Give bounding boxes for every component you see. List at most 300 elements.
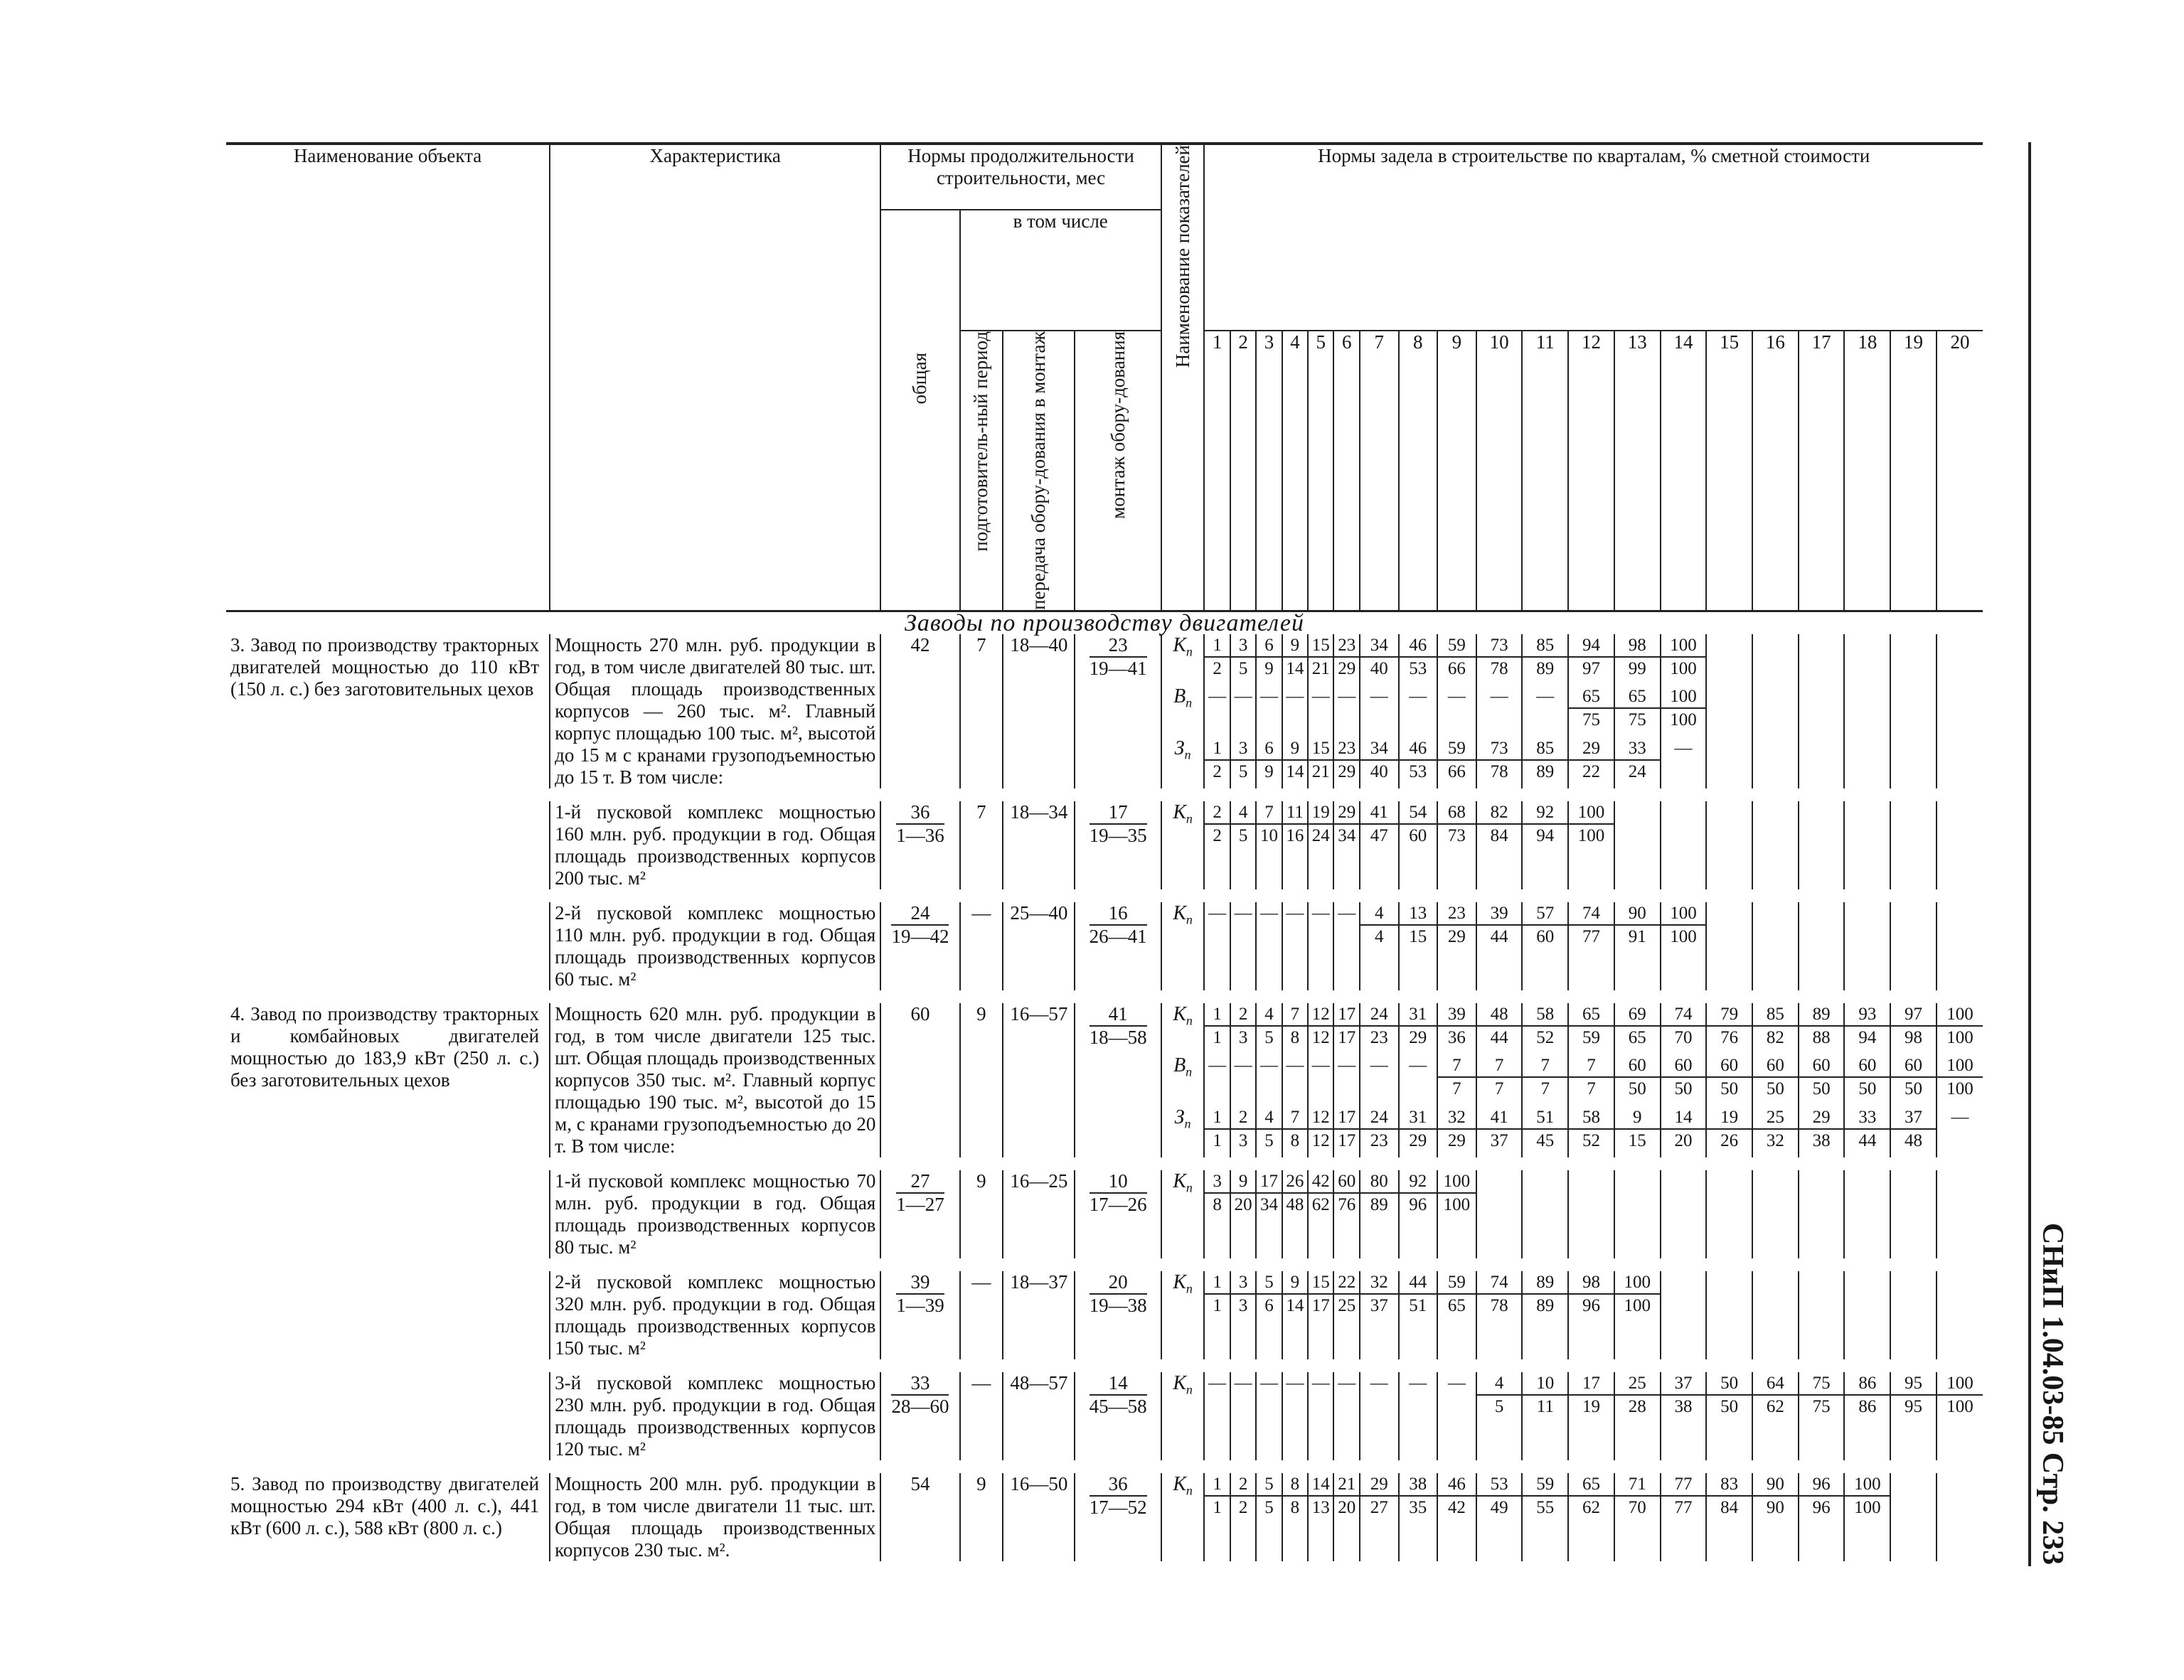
- quarter-value-cell: [1752, 1473, 1799, 1561]
- quarter-value-bottom: 62: [1582, 1497, 1601, 1517]
- quarter-value-bottom: 90: [1766, 1497, 1784, 1517]
- quarter-value-top: 1: [1205, 634, 1229, 658]
- equip-install-cell: [1075, 1473, 1161, 1561]
- quarter-value-top: 7: [1283, 1106, 1307, 1130]
- indicator-symbol: К: [1173, 801, 1186, 823]
- quarter-value-top: 29: [1360, 1473, 1398, 1497]
- quarter-value-top: 6: [1257, 737, 1281, 761]
- quarter-value-bottom: 25: [1338, 1295, 1356, 1315]
- row-spacer: [226, 1258, 1983, 1271]
- indicator-subscript: п: [1186, 811, 1193, 826]
- quarter-value-cell: [1752, 1003, 1799, 1054]
- total-duration-cell: 60: [880, 1003, 959, 1157]
- quarter-value-cell: [1230, 1473, 1256, 1561]
- quarter-value-bottom: 65: [1628, 1027, 1646, 1047]
- install-range: 17—26: [1089, 1193, 1147, 1215]
- quarter-value-bottom: 2: [1213, 825, 1222, 845]
- quarter-value-cell: [1333, 1170, 1359, 1258]
- quarter-value-bottom: 19: [1582, 1396, 1601, 1416]
- quarter-value-cell: [1256, 1170, 1282, 1258]
- row-spacer: [226, 990, 1983, 1003]
- quarter-value-bottom: 70: [1674, 1027, 1693, 1047]
- quarter-value-top: 100: [1569, 801, 1614, 825]
- quarter-value-top: 23: [1438, 902, 1476, 926]
- quarter-value-cell: [1522, 1054, 1568, 1106]
- quarter-value-cell: [1476, 1170, 1523, 1258]
- quarter-value-top: 29: [1334, 801, 1358, 825]
- quarter-value-cell: [1706, 737, 1752, 788]
- header-quarter: 17: [1799, 331, 1845, 611]
- quarter-value-cell: [1333, 685, 1359, 737]
- quarter-value-cell: [1937, 1473, 1983, 1561]
- quarter-value-bottom: 37: [1370, 1295, 1388, 1315]
- quarter-value-bottom: 89: [1536, 1295, 1555, 1315]
- quarter-value-bottom: 98: [1905, 1027, 1923, 1047]
- page-footer-label: [2035, 1223, 2078, 1564]
- quarter-value-cell: [1844, 685, 1890, 737]
- header-quarter: 19: [1890, 331, 1937, 611]
- quarter-value-cell: [1844, 1372, 1890, 1460]
- quarter-value-top: 59: [1438, 737, 1476, 761]
- install-fraction: [1090, 1473, 1147, 1519]
- quarter-value-cell: [1844, 1003, 1890, 1054]
- quarter-value-cell: [1230, 634, 1256, 685]
- quarter-value-bottom: 76: [1338, 1194, 1356, 1214]
- quarter-value-top: —: [1234, 687, 1252, 707]
- characteristic-cell: 1-й пусковой комплекс мощностью 160 млн. руб. продукции в год. Общая площадь производственных корпусов 200 тыс. м²: [550, 801, 880, 889]
- quarter-value-cell: [1890, 1054, 1937, 1106]
- quarter-value-top: 7: [1477, 1054, 1522, 1078]
- indicator-cell: [1161, 685, 1205, 737]
- quarter-value-top: 46: [1400, 737, 1437, 761]
- quarter-value-cell: [1204, 1372, 1230, 1460]
- quarter-value-bottom: 66: [1447, 658, 1466, 678]
- indicator-symbol: З: [1174, 1106, 1185, 1128]
- quarter-value-cell: [1204, 1473, 1230, 1561]
- indicator-subscript: п: [1186, 1013, 1193, 1028]
- quarter-value-cell: [1333, 1473, 1359, 1561]
- quarter-value-cell: [1360, 685, 1399, 737]
- quarter-value-cell: [1437, 1170, 1476, 1258]
- total-duration-cell: 42: [880, 634, 959, 788]
- quarter-value-top: 59: [1438, 1271, 1476, 1295]
- quarter-value-cell: [1937, 1054, 1983, 1106]
- quarter-value-cell: [1661, 634, 1707, 685]
- quarter-value-top: 85: [1523, 737, 1567, 761]
- quarter-value-top: 12: [1309, 1003, 1333, 1027]
- quarter-value-bottom: 17: [1338, 1027, 1356, 1047]
- total-duration-cell: [880, 902, 959, 990]
- quarter-value-bottom: 5: [1238, 658, 1248, 678]
- quarter-value-bottom: 32: [1766, 1130, 1784, 1150]
- quarter-value-cell: [1230, 685, 1256, 737]
- quarter-value-cell: [1282, 902, 1308, 990]
- quarter-value-bottom: 100: [1946, 1079, 1973, 1099]
- object-name-cell: [226, 1271, 550, 1359]
- quarter-value-bottom: 5: [1238, 761, 1248, 781]
- equip-install-cell: [1075, 1170, 1161, 1258]
- quarter-value-cell: [1799, 1106, 1845, 1157]
- quarter-value-cell: [1360, 1271, 1399, 1359]
- quarter-value-cell: [1204, 801, 1230, 889]
- quarter-value-cell: [1308, 737, 1333, 788]
- quarter-value-cell: [1568, 801, 1614, 889]
- prep-period-cell: 9: [960, 1003, 1003, 1157]
- quarter-value-cell: [1282, 801, 1308, 889]
- total-fraction: [896, 1271, 944, 1317]
- header-quarter: 20: [1937, 331, 1983, 611]
- quarter-value-cell: [1752, 685, 1799, 737]
- quarter-value-cell: [1399, 1106, 1438, 1157]
- quarter-value-cell: [1308, 1372, 1333, 1460]
- quarter-value-top: 1: [1205, 1106, 1229, 1130]
- table-row: [226, 801, 1983, 889]
- quarter-value-bottom: 96: [1812, 1497, 1831, 1517]
- indicator-cell: [1161, 634, 1205, 685]
- quarter-value-bottom: 75: [1812, 1396, 1831, 1416]
- quarter-value-cell: [1399, 1054, 1438, 1106]
- total-range: 1—36: [896, 824, 944, 846]
- quarter-value-cell: [1661, 1054, 1707, 1106]
- quarter-value-bottom: 97: [1582, 658, 1601, 678]
- indicator-subscript: п: [1186, 1483, 1193, 1498]
- quarter-value-bottom: 15: [1628, 1130, 1646, 1150]
- quarter-value-cell: [1333, 1054, 1359, 1106]
- install-range: 19—35: [1089, 824, 1147, 846]
- quarter-value-top: 86: [1845, 1372, 1890, 1396]
- quarter-value-bottom: 48: [1286, 1194, 1304, 1214]
- quarter-value-cell: [1890, 1170, 1937, 1258]
- quarter-value-bottom: 26: [1720, 1130, 1739, 1150]
- quarter-value-bottom: 21: [1311, 761, 1330, 781]
- characteristic-cell: 2-й пусковой комплекс мощностью 110 млн. руб. продукции в год. Общая площадь производственных корпусов 60 тыс. м²: [550, 902, 880, 990]
- quarter-value-cell: [1890, 902, 1937, 990]
- quarter-value-bottom: 23: [1370, 1027, 1388, 1047]
- indicator-subscript: п: [1184, 1116, 1191, 1131]
- install-value: 14: [1090, 1372, 1147, 1396]
- quarter-value-cell: [1799, 1003, 1845, 1054]
- install-fraction: [1090, 1170, 1147, 1216]
- quarter-value-top: 4: [1360, 902, 1398, 926]
- quarter-value-top: 46: [1438, 1473, 1476, 1497]
- quarter-value-bottom: 38: [1674, 1396, 1693, 1416]
- quarter-value-top: —: [1951, 1107, 1969, 1127]
- quarter-value-bottom: 50: [1720, 1396, 1739, 1416]
- quarter-value-cell: [1399, 1372, 1438, 1460]
- header-prep-period: подготовитель-ный период: [960, 331, 1003, 611]
- object-name-cell: [226, 902, 550, 990]
- quarter-value-cell: [1204, 1170, 1230, 1258]
- indicator-subscript: п: [1186, 1281, 1193, 1296]
- quarter-value-bottom: 2: [1213, 658, 1222, 678]
- header-quarter: 7: [1360, 331, 1399, 611]
- install-fraction: [1090, 1003, 1147, 1049]
- quarter-value-cell: [1568, 685, 1614, 737]
- quarter-value-bottom: 8: [1213, 1194, 1222, 1214]
- quarter-value-cell: [1476, 1003, 1523, 1054]
- quarter-value-bottom: 12: [1311, 1027, 1330, 1047]
- quarter-value-top: 98: [1569, 1271, 1614, 1295]
- quarter-value-bottom: 76: [1720, 1027, 1739, 1047]
- total-value: 27: [896, 1170, 944, 1194]
- prep-period-cell: —: [960, 1271, 1003, 1359]
- quarter-value-top: 14: [1661, 1106, 1706, 1130]
- header-characteristic: Характеристика: [550, 144, 880, 611]
- quarter-value-top: 68: [1438, 801, 1476, 825]
- quarter-value-cell: [1476, 1271, 1523, 1359]
- object-name-cell: 3. Завод по производству тракторных двигателей мощностью до 110 кВт (150 л. с.) без заготовительных цехов: [226, 634, 550, 788]
- quarter-value-top: 1: [1205, 1271, 1229, 1295]
- quarter-value-cell: [1844, 1054, 1890, 1106]
- quarter-value-cell: [1437, 1003, 1476, 1054]
- header-object-name: Наименование объекта: [226, 144, 550, 611]
- quarter-value-cell: [1399, 801, 1438, 889]
- quarter-value-top: 69: [1615, 1003, 1660, 1027]
- quarter-value-cell: [1752, 1170, 1799, 1258]
- quarter-value-top: 24: [1360, 1003, 1398, 1027]
- quarter-value-cell: [1614, 1054, 1661, 1106]
- quarter-value-cell: [1568, 737, 1614, 788]
- quarter-value-cell: [1230, 1054, 1256, 1106]
- quarter-value-cell: [1333, 634, 1359, 685]
- quarter-value-bottom: 8: [1290, 1497, 1300, 1517]
- quarter-value-bottom: 11: [1536, 1396, 1554, 1416]
- quarter-value-top: 60: [1334, 1170, 1358, 1194]
- quarter-value-top: 15: [1309, 634, 1333, 658]
- quarter-value-cell: [1256, 1106, 1282, 1157]
- quarter-value-cell: [1204, 1003, 1230, 1054]
- equip-transfer-cell: 16—50: [1003, 1473, 1075, 1561]
- equip-transfer-cell: 18—40: [1003, 634, 1075, 788]
- quarter-value-bottom: 91: [1628, 926, 1646, 946]
- quarter-value-cell: [1799, 1473, 1845, 1561]
- table-body: [226, 611, 1983, 1574]
- quarter-value-top: 3: [1231, 1271, 1255, 1295]
- indicator-symbol: К: [1173, 1270, 1186, 1293]
- object-name-cell: [226, 801, 550, 889]
- row-spacer: [226, 1359, 1983, 1372]
- quarter-value-top: 23: [1334, 737, 1358, 761]
- quarter-value-cell: [1256, 902, 1282, 990]
- quarter-value-cell: [1661, 1170, 1707, 1258]
- quarter-value-bottom: 88: [1812, 1027, 1831, 1047]
- quarter-value-top: 46: [1400, 634, 1437, 658]
- total-range: 28—60: [891, 1395, 949, 1417]
- quarter-value-bottom: 44: [1858, 1130, 1877, 1150]
- quarter-value-cell: [1799, 634, 1845, 685]
- quarter-value-top: 4: [1231, 801, 1255, 825]
- quarter-value-cell: [1568, 634, 1614, 685]
- quarter-value-cell: [1476, 1106, 1523, 1157]
- quarter-value-top: 24: [1360, 1106, 1398, 1130]
- quarter-value-top: —: [1536, 687, 1555, 707]
- equip-install-cell: [1075, 1372, 1161, 1460]
- indicator-symbol: К: [1173, 1002, 1186, 1025]
- install-value: 17: [1090, 801, 1147, 825]
- characteristic-cell: 2-й пусковой комплекс мощностью 320 млн. руб. продукции в год. Общая площадь производственных корпусов 150 тыс. м²: [550, 1271, 880, 1359]
- equip-transfer-cell: 25—40: [1003, 902, 1075, 990]
- quarter-value-cell: [1256, 634, 1282, 685]
- quarter-value-bottom: 6: [1264, 1295, 1274, 1315]
- quarter-value-cell: [1230, 902, 1256, 990]
- quarter-value-top: 15: [1309, 737, 1333, 761]
- quarter-value-cell: [1308, 1003, 1333, 1054]
- quarter-value-top: —: [1208, 1056, 1227, 1076]
- quarter-value-cell: [1256, 737, 1282, 788]
- quarter-value-top: 39: [1477, 902, 1522, 926]
- quarter-value-bottom: 100: [1624, 1295, 1651, 1315]
- equip-transfer-cell: 48—57: [1003, 1372, 1075, 1460]
- quarter-value-cell: [1937, 801, 1983, 889]
- header-duration-norms: Нормы продолжительности строительности, мес: [880, 144, 1161, 210]
- quarter-value-bottom: 2: [1238, 1497, 1248, 1517]
- quarter-value-bottom: 13: [1311, 1497, 1330, 1517]
- quarter-value-cell: [1360, 1054, 1399, 1106]
- quarter-value-bottom: 14: [1286, 761, 1304, 781]
- install-range: 17—52: [1089, 1496, 1147, 1518]
- quarter-value-bottom: 9: [1264, 658, 1274, 678]
- quarter-value-cell: [1614, 634, 1661, 685]
- quarter-value-top: 90: [1615, 902, 1660, 926]
- quarter-value-top: —: [1338, 687, 1356, 707]
- indicator-subscript: п: [1186, 644, 1193, 659]
- quarter-value-cell: [1230, 1372, 1256, 1460]
- header-quarter: 3: [1256, 331, 1282, 611]
- install-range: 19—41: [1089, 657, 1147, 679]
- prep-period-cell: 7: [960, 634, 1003, 788]
- install-range: 18—58: [1089, 1026, 1147, 1048]
- quarter-value-cell: [1230, 737, 1256, 788]
- header-quarter: 9: [1437, 331, 1476, 611]
- quarter-value-cell: [1614, 1106, 1661, 1157]
- quarter-value-bottom: 14: [1286, 658, 1304, 678]
- quarter-value-bottom: 44: [1490, 926, 1508, 946]
- quarter-value-bottom: 24: [1628, 761, 1646, 781]
- quarter-value-bottom: 3: [1238, 1130, 1248, 1150]
- quarter-value-bottom: 60: [1409, 825, 1427, 845]
- total-range: 1—27: [896, 1193, 944, 1215]
- quarter-value-top: —: [1208, 687, 1227, 707]
- quarter-value-cell: [1476, 634, 1523, 685]
- quarter-value-top: 2: [1205, 801, 1229, 825]
- quarter-value-bottom: 84: [1490, 825, 1508, 845]
- quarter-value-bottom: 53: [1409, 658, 1427, 678]
- quarter-value-cell: [1661, 1271, 1707, 1359]
- quarter-value-top: 4: [1257, 1106, 1281, 1130]
- total-duration-cell: [880, 801, 959, 889]
- quarter-value-cell: [1308, 685, 1333, 737]
- quarter-value-bottom: 1: [1213, 1295, 1222, 1315]
- quarter-value-bottom: 65: [1447, 1295, 1466, 1315]
- quarter-value-top: 64: [1753, 1372, 1798, 1396]
- quarter-value-cell: [1661, 1003, 1707, 1054]
- header-quarter: 1: [1204, 331, 1230, 611]
- quarter-value-top: 25: [1753, 1106, 1798, 1130]
- quarter-value-bottom: 62: [1766, 1396, 1784, 1416]
- quarter-value-cell: [1706, 1003, 1752, 1054]
- quarter-value-bottom: 96: [1582, 1295, 1601, 1315]
- quarter-value-bottom: 62: [1311, 1194, 1330, 1214]
- quarter-value-top: —: [1447, 687, 1466, 707]
- quarter-value-bottom: 5: [1264, 1497, 1274, 1517]
- quarter-value-bottom: 96: [1409, 1194, 1427, 1214]
- quarter-value-top: 37: [1661, 1372, 1706, 1396]
- quarter-value-top: 60: [1707, 1054, 1752, 1078]
- row-spacer: [226, 788, 1983, 801]
- quarter-value-top: 58: [1523, 1003, 1567, 1027]
- quarter-value-cell: [1282, 1054, 1308, 1106]
- install-value: 10: [1090, 1170, 1147, 1194]
- table-row: [226, 1473, 1983, 1561]
- quarter-value-top: —: [1311, 687, 1330, 707]
- quarter-value-top: —: [1259, 1056, 1278, 1076]
- quarter-value-bottom: 84: [1720, 1497, 1739, 1517]
- quarter-value-cell: [1799, 1271, 1845, 1359]
- quarter-value-bottom: 23: [1370, 1130, 1388, 1150]
- quarter-value-bottom: 89: [1370, 1194, 1388, 1214]
- quarter-value-cell: [1844, 737, 1890, 788]
- quarter-value-bottom: 1: [1213, 1497, 1222, 1517]
- quarter-value-top: —: [1311, 903, 1330, 923]
- quarter-value-bottom: 52: [1582, 1130, 1601, 1150]
- quarter-value-bottom: 8: [1290, 1130, 1300, 1150]
- quarter-value-top: 60: [1845, 1054, 1890, 1078]
- quarter-value-cell: [1230, 801, 1256, 889]
- quarter-value-cell: [1437, 737, 1476, 788]
- quarter-value-bottom: 20: [1234, 1194, 1252, 1214]
- install-fraction: [1090, 634, 1147, 680]
- quarter-value-top: —: [1338, 1056, 1356, 1076]
- quarter-value-top: 17: [1569, 1372, 1614, 1396]
- quarter-value-top: 3: [1231, 737, 1255, 761]
- quarter-value-top: 89: [1799, 1003, 1844, 1027]
- quarter-value-top: 17: [1257, 1170, 1281, 1194]
- quarter-value-top: 100: [1661, 634, 1706, 658]
- quarter-value-bottom: 7: [1494, 1079, 1504, 1099]
- quarter-value-cell: [1308, 1170, 1333, 1258]
- quarter-value-top: 9: [1283, 1271, 1307, 1295]
- equip-install-cell: [1075, 902, 1161, 990]
- quarter-value-cell: [1568, 1170, 1614, 1258]
- quarter-value-top: 92: [1523, 801, 1567, 825]
- quarter-value-bottom: 77: [1582, 926, 1601, 946]
- quarter-value-top: 65: [1569, 1473, 1614, 1497]
- quarter-value-top: —: [1447, 1373, 1466, 1393]
- quarter-value-top: —: [1370, 1373, 1388, 1393]
- indicator-cell: [1161, 1372, 1205, 1460]
- quarter-value-top: —: [1259, 903, 1278, 923]
- quarter-value-top: 4: [1477, 1372, 1522, 1396]
- quarter-value-cell: [1844, 801, 1890, 889]
- quarter-value-bottom: 36: [1447, 1027, 1466, 1047]
- quarter-value-bottom: 50: [1812, 1079, 1831, 1099]
- quarter-value-top: 7: [1523, 1054, 1567, 1078]
- quarter-value-bottom: 8: [1290, 1027, 1300, 1047]
- quarter-value-cell: [1204, 737, 1230, 788]
- quarter-value-top: 100: [1661, 685, 1706, 709]
- quarter-value-top: —: [1286, 687, 1304, 707]
- quarter-value-top: 10: [1523, 1372, 1567, 1396]
- indicator-symbol: В: [1173, 685, 1186, 708]
- quarter-value-cell: [1522, 1473, 1568, 1561]
- quarter-value-cell: [1476, 685, 1523, 737]
- quarter-value-top: 9: [1615, 1106, 1660, 1130]
- quarter-value-cell: [1661, 1106, 1707, 1157]
- quarter-value-cell: [1256, 685, 1282, 737]
- total-value: 39: [896, 1271, 944, 1295]
- section-title: Заводы по производству двигателей: [904, 609, 1305, 636]
- total-value: 24: [891, 902, 949, 926]
